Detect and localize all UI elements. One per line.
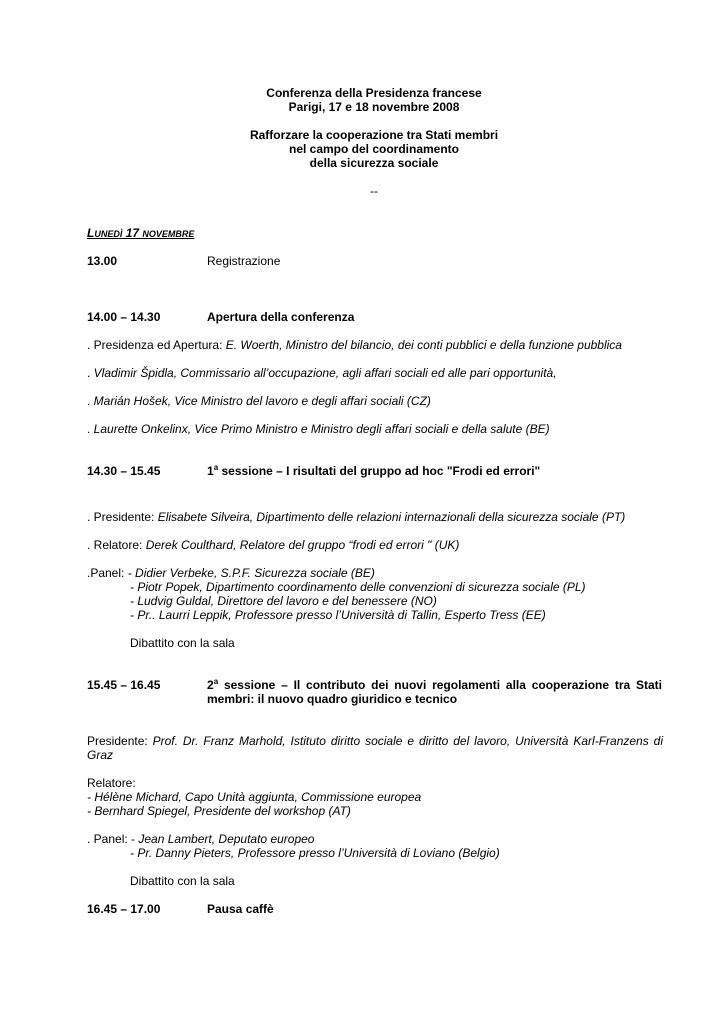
opening-role: , Ministro del bilancio, dei conti pubblici e della funzione pubblica bbox=[279, 338, 622, 352]
panel-member: Jean Lambert, Deputato europeo bbox=[138, 832, 315, 846]
opening-name: E. Woerth bbox=[225, 338, 280, 352]
president-label: . Presidente: bbox=[87, 510, 158, 524]
speaker-spidla bbox=[87, 366, 663, 380]
speaker-text: Vladimir Špidla, Commissario all’occupazione, agli affari sociali ed alle pari opportunità, bbox=[93, 366, 557, 380]
panel-member: - Ludvig Guldal, Direttore del lavoro e del benessere (NO) bbox=[130, 594, 437, 608]
session4-number: 2 bbox=[207, 678, 214, 692]
session1-title: Registrazione bbox=[207, 254, 281, 268]
session2-title: Apertura della conferenza bbox=[207, 310, 355, 324]
speaker-text: Marián Hošek, Vice Ministro del lavoro e degli affari sociali (CZ) bbox=[93, 394, 431, 408]
conference-subtitle-line3: della sicurezza sociale bbox=[309, 156, 439, 170]
day-name-rest: UNEDÌ bbox=[94, 229, 123, 239]
session4-title-line2: membri: il nuovo quadro giuridico e tecnico bbox=[207, 692, 458, 706]
session4-time: 15.45 – 16.45 bbox=[87, 678, 161, 692]
session2-time: 14.00 – 14.30 bbox=[87, 310, 161, 324]
session5-title: Pausa caffè bbox=[207, 902, 274, 916]
session5-time: 16.45 – 17.00 bbox=[87, 902, 161, 916]
session3-panel-line1 bbox=[87, 566, 663, 580]
session3-president bbox=[87, 510, 663, 524]
panel-member: - Didier Verbeke, S.P.F. Sicurezza sociale (BE) bbox=[127, 566, 375, 580]
panel-member: - Pr.. Laurri Leppik, Professore presso l’Università di Tallin, Esperto Tress (EE) bbox=[130, 608, 546, 622]
header-separator: -- bbox=[370, 184, 378, 198]
session3-title bbox=[207, 464, 540, 478]
speaker-text: Laurette Onkelinx, Vice Primo Ministro e Ministro degli affari sociali e della salute (BE) bbox=[93, 422, 550, 436]
session3-title-text: sessione – I risultati del gruppo ad hoc "Frodi ed errori" bbox=[218, 464, 541, 478]
session3-time: 14.30 – 15.45 bbox=[87, 464, 161, 478]
opening-prefix: . Presidenza ed Apertura: bbox=[87, 338, 226, 352]
speaker-prefix: . bbox=[87, 366, 94, 380]
session4-panel-line1 bbox=[87, 832, 663, 846]
session4-relatore-label: Relatore: bbox=[87, 776, 136, 790]
relatore-item: - Hélène Michard, Capo Unità aggiunta, Commissione europea bbox=[87, 790, 422, 804]
president-name: Prof. Dr. Franz Marhold, Istituto diritto sociale e diritto del lavoro, Università Karl-Franzens di bbox=[152, 734, 663, 748]
conference-subtitle-line2: nel campo del coordinamento bbox=[288, 142, 460, 156]
session3-relatore bbox=[87, 538, 663, 552]
panel-member: - Pr. Danny Pieters, Professore presso l’Università di Loviano (Belgio) bbox=[130, 846, 500, 860]
relatore-item: - Bernhard Spiegel, Presidente del workshop (AT) bbox=[87, 804, 351, 818]
speaker-onkelinx bbox=[87, 422, 663, 436]
conference-title: Conferenza della Presidenza francese bbox=[266, 86, 482, 100]
speaker-hosek bbox=[87, 394, 663, 408]
session1-time: 13.00 bbox=[87, 254, 118, 268]
session4-ordinal: a bbox=[213, 677, 219, 686]
session3-ordinal: a bbox=[213, 463, 219, 472]
session4-president-line1 bbox=[87, 734, 663, 748]
panel-label: . Panel: - bbox=[87, 832, 139, 846]
opening-line bbox=[87, 338, 663, 352]
panel-label: .Panel: bbox=[87, 566, 128, 580]
session4-president-line2: Graz bbox=[87, 748, 114, 762]
relatore-name: Derek Coulthard, Relatore del gruppo “frodi ed errori " (UK) bbox=[145, 538, 460, 552]
conference-date: Parigi, 17 e 18 novembre 2008 bbox=[288, 100, 460, 114]
session4-title-line1 bbox=[207, 678, 662, 692]
panel-member: - Piotr Popek, Dipartimento coordinamento delle convenzioni di sicurezza sociale (PL) bbox=[130, 580, 586, 594]
speaker-prefix: . bbox=[87, 394, 94, 408]
session4-title-text: sessione – Il contributo dei nuovi regolamenti alla cooperazione tra Stati bbox=[218, 678, 662, 692]
conference-subtitle-line1: Rafforzare la cooperazione tra Stati membri bbox=[249, 128, 499, 142]
day-first-letter: L bbox=[87, 226, 95, 240]
president-label: Presidente: bbox=[87, 734, 153, 748]
day-month: NOVEMBRE bbox=[142, 229, 195, 239]
session4-debate: Dibattito con la sala bbox=[130, 874, 235, 888]
president-name: Elisabete Silveira, Dipartimento delle relazioni internazionali della sicurezza sociale (PT) bbox=[157, 510, 626, 524]
session3-number: 1 bbox=[207, 464, 214, 478]
session3-debate: Dibattito con la sala bbox=[130, 636, 235, 650]
day-heading bbox=[87, 226, 663, 241]
day-number: 17 bbox=[122, 226, 143, 240]
speaker-prefix: . bbox=[87, 422, 94, 436]
relatore-label: . Relatore: bbox=[87, 538, 146, 552]
